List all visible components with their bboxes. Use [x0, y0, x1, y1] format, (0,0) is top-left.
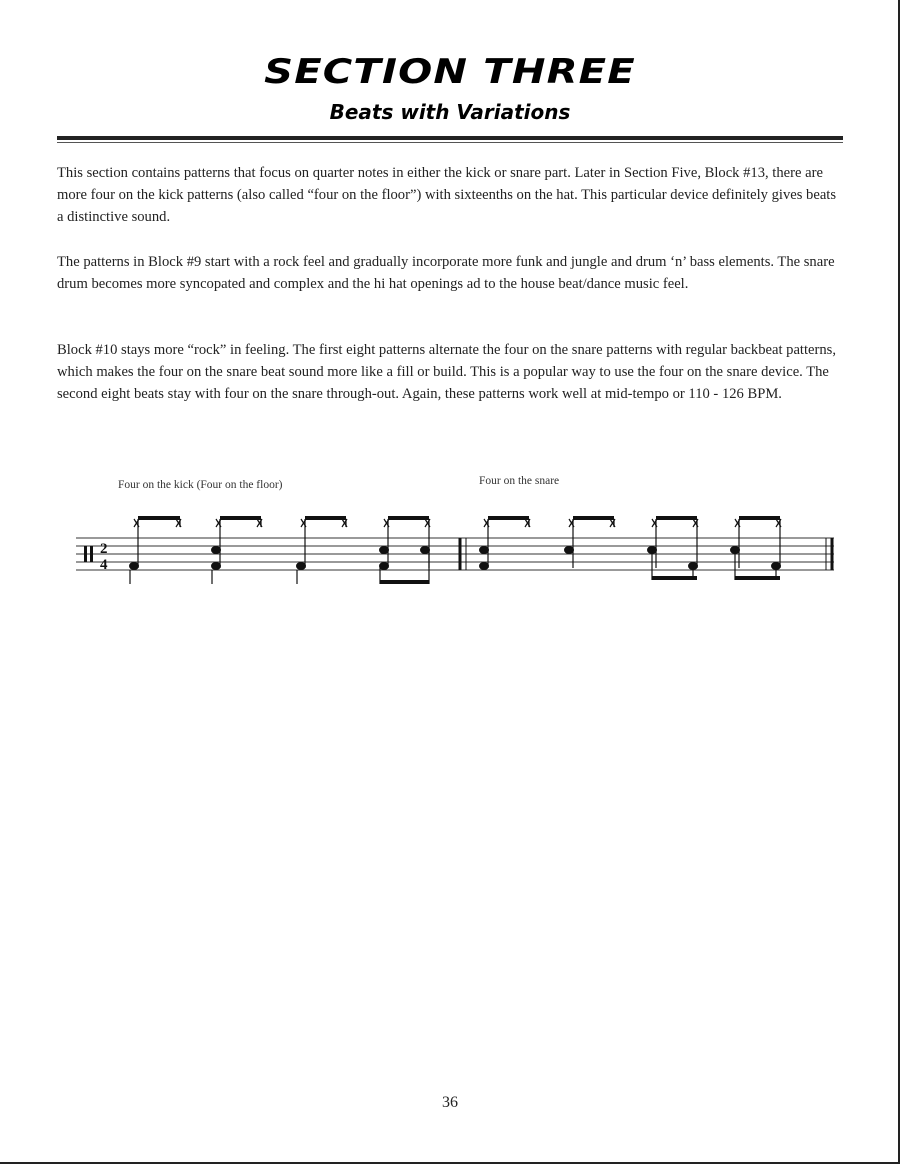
section-title: SECTION THREE: [264, 52, 636, 92]
measure-1-noteheads: [129, 546, 430, 570]
caption-four-on-kick: Four on the kick (Four on the floor): [118, 479, 283, 491]
measure-2-hihat: [484, 519, 781, 568]
paragraph-intro: This section contains patterns that focus on quarter notes in either the kick or snare part. Later in Section Five, Block #13, there are more four on the kick patterns (also called “four on the floor”) with sixteenths on the hat. This particular device definitely gives beats a distinctive sound.: [57, 165, 837, 225]
measure-1-hihat: [134, 519, 430, 568]
time-signature-bottom: 4: [100, 557, 108, 573]
staff-lines: [76, 538, 834, 570]
page-number: 36: [442, 1094, 458, 1111]
section-subtitle: Beats with Variations: [329, 100, 571, 124]
paragraph-block-9: The patterns in Block #9 start with a rock feel and gradually incorporate more funk and jungle and drum ‘n’ bass elements. The snare drum becomes more syncopated and complex and the hi hat openings ad to the house beat/dance music feel.: [57, 254, 835, 292]
caption-four-on-snare: Four on the snare: [479, 475, 560, 487]
paragraph-block-10: Block #10 stays more “rock” in feeling. The first eight patterns alternate the four on the snare patterns with regular backbeat patterns, which makes the four on the snare beat sound more like a fill or build. This is a popular way to use the four on the snare device. The second eight beats stay with four on the snare through-out. Again, these patterns work well at mid-tempo or 110 - 126 BPM.: [57, 342, 837, 402]
measure-2-noteheads: [479, 546, 781, 570]
time-signature-top: 2: [100, 541, 108, 557]
